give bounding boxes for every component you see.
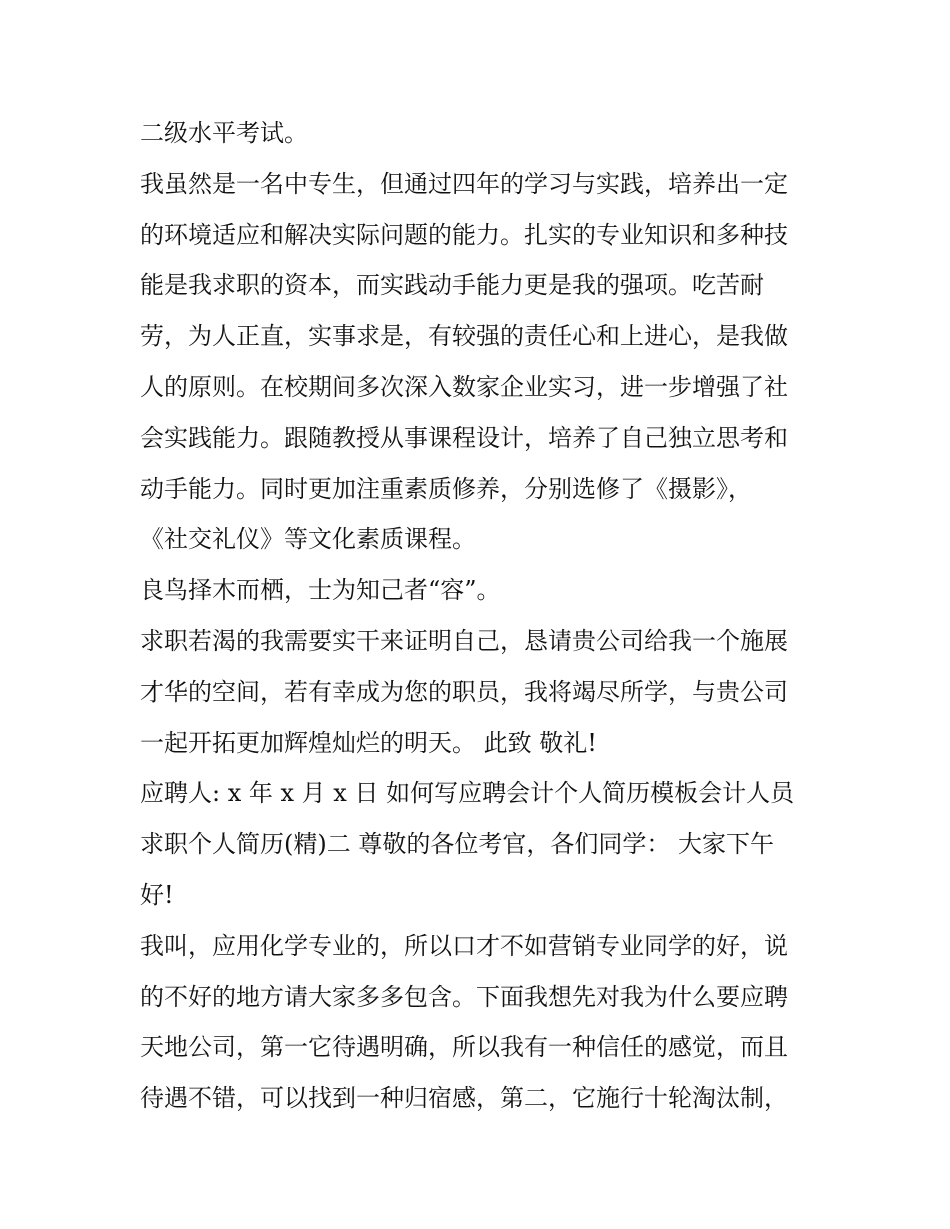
text-line: 动手能力。同时更加注重素质修养，分别选修了《摄影》，: [140, 474, 752, 503]
text-line: 一起开拓更加辉煌灿烂的明天。 此致 敬礼!: [140, 728, 597, 757]
text-line: 人的原则。在校期间多次深入数家企业实习，进一步增强了社: [140, 372, 788, 401]
text-line: 《社交礼仪》等文化素质课程。: [140, 525, 476, 554]
text-line: 能是我求职的资本，而实践动手能力更是我的强项。吃苦耐: [140, 271, 764, 300]
text-line: 求职个人简历(精)二 尊敬的各位考官，各们同学： 大家下午: [140, 830, 774, 859]
text-line: 应聘人: x 年 x 月 x 日 如何写应聘会计个人简历模板会计人员: [140, 779, 795, 808]
text-line: 的环境适应和解决实际问题的能力。扎实的专业知识和多种技: [140, 220, 788, 249]
document-body: [140, 108, 820, 1124]
text-line: 待遇不错，可以找到一种归宿感，第二，它施行十轮淘汰制，: [140, 1084, 788, 1113]
text-line: 良鸟择木而栖，士为知己者“容”。: [140, 576, 501, 605]
text-line: 会实践能力。跟随教授从事课程设计，培养了自己独立思考和: [140, 423, 788, 452]
text-line: 天地公司，第一它待遇明确，所以我有一种信任的感觉，而且: [140, 1033, 788, 1062]
text-line: 二级水平考试。: [140, 119, 308, 147]
text-line: 求职若渴的我需要实干来证明自己，恳请贵公司给我一个施展: [140, 626, 788, 655]
text-line: 我虽然是一名中专生，但通过四年的学习与实践，培养出一定: [140, 169, 788, 198]
text-line: 好!: [140, 880, 174, 909]
text-line: 我叫，应用化学专业的，所以口才不如营销专业同学的好，说: [140, 931, 788, 960]
text-line: 的不好的地方请大家多多包含。下面我想先对我为什么要应聘: [140, 982, 788, 1011]
text-line: 劳，为人正直，实事求是，有较强的责任心和上进心，是我做: [140, 322, 788, 351]
text-line: 才华的空间，若有幸成为您的职员，我将竭尽所学，与贵公司: [140, 677, 788, 706]
